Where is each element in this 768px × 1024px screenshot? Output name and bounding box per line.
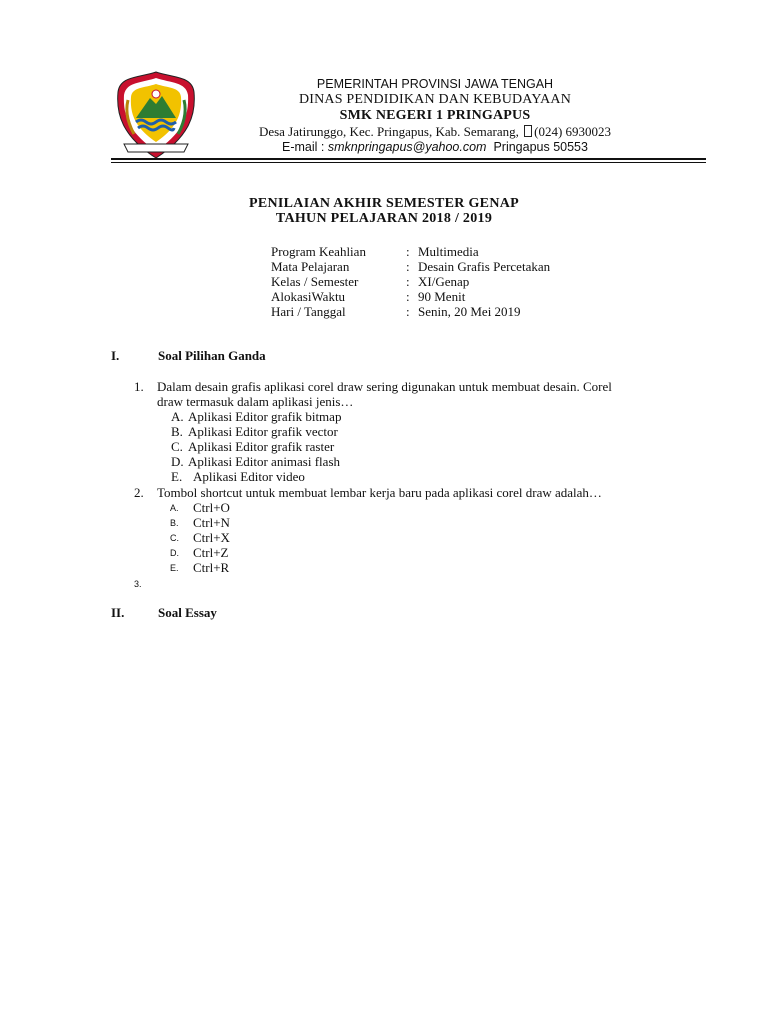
info-row	[271, 244, 550, 259]
section-number: II.	[111, 605, 125, 620]
info-colon: :	[406, 259, 410, 274]
option-letter: E.	[170, 563, 179, 573]
info-value: XI/Genap	[418, 274, 470, 289]
option-letter: C.	[171, 439, 183, 454]
option-letter: A.	[170, 503, 179, 513]
letterhead-contact-line	[205, 140, 665, 154]
info-value: 90 Menit	[418, 289, 466, 304]
exam-info-table	[271, 244, 550, 319]
info-value: Multimedia	[418, 244, 479, 259]
letterhead-phone: (024) 6930023	[534, 124, 612, 139]
email-address[interactable]: smknpringapus@yahoo.com	[327, 140, 487, 154]
info-colon: :	[406, 274, 410, 289]
letterhead-divider-thin	[111, 162, 706, 163]
info-label: Program Keahlian	[271, 244, 366, 259]
question-text: Dalam desain grafis aplikasi corel draw sering digunakan untuk membuat desain. Corel	[157, 379, 612, 394]
option-text: Ctrl+X	[193, 530, 230, 545]
option-letter: D.	[170, 548, 179, 558]
section-title: Soal Pilihan Ganda	[158, 348, 266, 363]
option-text: Ctrl+Z	[193, 545, 229, 560]
info-row	[271, 274, 550, 289]
letterhead-postal: Pringapus 50553	[493, 140, 588, 154]
option-letter: C.	[170, 533, 179, 543]
letterhead-divider-thick	[111, 158, 706, 160]
letterhead-province: PEMERINTAH PROVINSI JAWA TENGAH	[316, 77, 554, 91]
option-letter: D.	[171, 454, 184, 469]
info-label: Mata Pelajaran	[271, 259, 350, 274]
option-text: Aplikasi Editor video	[193, 469, 305, 484]
option-text: Aplikasi Editor animasi flash	[188, 454, 341, 469]
section-number: I.	[111, 348, 120, 363]
info-value: Senin, 20 Mei 2019	[418, 304, 521, 319]
info-colon: :	[406, 289, 410, 304]
info-label: Hari / Tanggal	[271, 304, 346, 319]
letterhead-address-line	[205, 124, 665, 140]
question-number: 2.	[134, 485, 144, 500]
option-text: Aplikasi Editor grafik raster	[188, 439, 335, 454]
phone-icon	[524, 125, 532, 137]
option-text: Aplikasi Editor grafik vector	[188, 424, 338, 439]
option-text: Aplikasi Editor grafik bitmap	[188, 409, 342, 424]
question-number: 3.	[134, 579, 142, 589]
info-colon: :	[406, 304, 410, 319]
info-value: Desain Grafis Percetakan	[418, 259, 551, 274]
section-title: Soal Essay	[158, 605, 217, 620]
info-label: Kelas / Semester	[271, 274, 359, 289]
province-crest-logo	[114, 70, 198, 162]
question-text: draw termasuk dalam aplikasi jenis…	[157, 394, 354, 409]
option-text: Ctrl+R	[193, 560, 230, 575]
exam-title: PENILAIAN AKHIR SEMESTER GENAP	[249, 196, 519, 211]
letterhead-department: DINAS PENDIDIKAN DAN KEBUDAYAAN	[298, 92, 572, 107]
question-number: 1.	[134, 379, 144, 394]
info-colon: :	[406, 244, 410, 259]
exam-year: TAHUN PELAJARAN 2018 / 2019	[275, 211, 493, 226]
email-label: E-mail :	[282, 140, 325, 154]
option-letter: A.	[171, 409, 184, 424]
option-letter: B.	[171, 424, 183, 439]
option-letter: B.	[170, 518, 179, 528]
letterhead-address: Desa Jatirunggo, Kec. Pringapus, Kab. Semarang,	[258, 124, 519, 139]
letterhead-school-name: SMK NEGERI 1 PRINGAPUS	[339, 108, 531, 123]
option-letter: E.	[171, 469, 183, 484]
info-row	[271, 304, 550, 319]
info-row	[271, 289, 550, 304]
option-text: Ctrl+N	[193, 515, 230, 530]
info-label: AlokasiWaktu	[271, 289, 346, 304]
question-text: Tombol shortcut untuk membuat lembar kerja baru pada aplikasi corel draw adalah…	[157, 485, 602, 500]
info-row	[271, 259, 550, 274]
option-text: Ctrl+O	[193, 500, 230, 515]
